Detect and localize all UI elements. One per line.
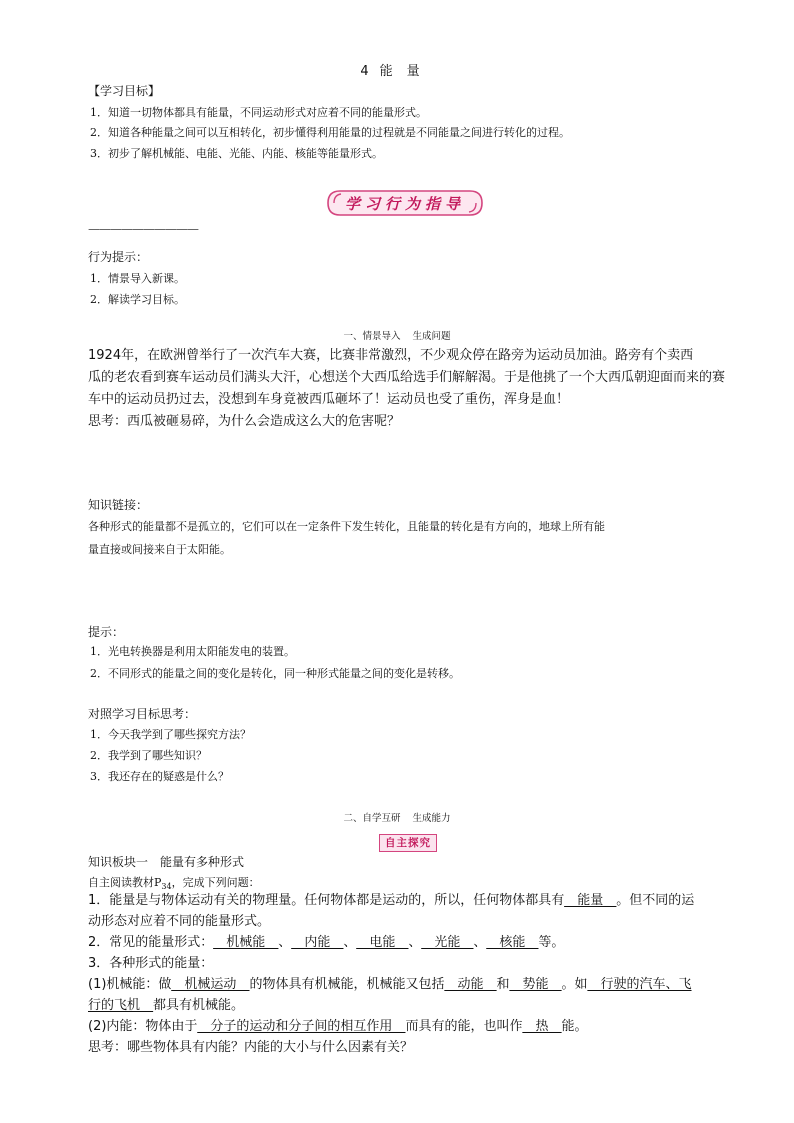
q1-line-1 <box>88 890 694 912</box>
section1-heading-b: 生成问题 <box>412 331 451 342</box>
block1-instruction <box>88 874 260 891</box>
q1-line-2: 动形态对应着不同的能量形式。 <box>88 914 271 929</box>
page-title <box>0 60 794 79</box>
block1-title: 知识板块一 能量有多种形式 <box>88 855 245 869</box>
int-text-c: 能。 <box>561 1019 588 1034</box>
title-word: 能量 <box>379 64 434 79</box>
mechanical-line-2 <box>88 995 244 1017</box>
q2-answer-5: __核能__ <box>486 935 539 950</box>
int-text-a: (2)内能：物体由于 <box>88 1019 198 1034</box>
q2-answer-3: __电能__ <box>356 935 409 950</box>
instruction-page-sub: 34 <box>161 882 172 892</box>
internal-energy-line <box>88 1016 587 1038</box>
q1-answer: __能量__ <box>564 893 617 908</box>
q2-sep-2: 、 <box>343 935 357 950</box>
behavior-item-2: 2．解读学习目标。 <box>90 293 185 306</box>
mechanical-line-1 <box>88 974 692 996</box>
banner-text: 学习行为指导 <box>344 195 465 213</box>
knowledge-link-line-1: 各种形式的能量都不是孤立的，它们可以在一定条件下发生转化，且能量的转化是有方向的，地球上所有能 <box>88 520 605 533</box>
knowledge-link-label: 知识链接： <box>88 498 149 512</box>
instruction-text: 自主阅读教材P <box>88 876 162 889</box>
reflection-item-2: 2．我学到了哪些知识？ <box>90 749 207 762</box>
mech-text-d: 。如 <box>561 977 588 992</box>
goal-item-2: 2．知道各种能量之间可以互相转化，初步懂得利用能量的过程就是不同能量之间进行转化的过程。 <box>90 126 570 139</box>
mech-answer-4b: 行的飞机__ <box>88 998 154 1013</box>
tip-item-2: 2．不同形式的能量之间的变化是转化，同一种形式能量之间的变化是转移。 <box>90 667 460 680</box>
goal-item-1: 1．知道一切物体都具有能量，不同运动形式对应着不同的能量形式。 <box>90 106 427 119</box>
mech-text-a: (1)机械能：做 <box>88 977 172 992</box>
mech-text-b: 的物体具有机械能，机械能又包括 <box>249 977 445 992</box>
behavior-label: 行为提示： <box>88 250 149 264</box>
q2-sep-3: 、 <box>408 935 422 950</box>
goals-label: 【学习目标】 <box>88 84 161 98</box>
learning-guide-banner <box>326 188 484 218</box>
q2-sep-1: 、 <box>278 935 292 950</box>
knowledge-link-line-2: 量直接或间接来自于太阳能。 <box>88 543 231 556</box>
title-number: 4 <box>360 64 370 79</box>
q3-label: 3．各种形式的能量： <box>88 956 214 971</box>
section1-heading-a: 一、情景导入 <box>343 331 401 342</box>
reflection-item-3: 3．我还存在的疑惑是什么？ <box>90 770 229 783</box>
int-answer-1: __分子的运动和分子间的相互作用__ <box>197 1019 406 1034</box>
q2-tail: 等。 <box>538 935 565 950</box>
q2-label: 2．常见的能量形式： <box>88 935 214 950</box>
mech-text-e: 都具有机械能。 <box>153 998 245 1013</box>
mech-answer-3: __势能__ <box>509 977 562 992</box>
q2-answer-2: __内能__ <box>291 935 344 950</box>
tip-item-1: 1．光电转换器是利用太阳能发电的装置。 <box>90 645 295 658</box>
self-explore-badge: 自主探究 <box>379 834 437 852</box>
divider-rule: —————————— <box>88 222 198 236</box>
mech-answer-1: __机械运动__ <box>171 977 250 992</box>
q2-answer-4: __光能__ <box>421 935 474 950</box>
q2-line <box>88 932 564 954</box>
q2-sep-4: 、 <box>473 935 487 950</box>
mech-text-c: 和 <box>496 977 510 992</box>
story-line-2: 瓜的老农看到赛车运动员们满头大汗，心想送个大西瓜给选手们解解渴。于是他挑了一个大西瓜朝迎面而来的赛 <box>88 370 726 385</box>
q1-text-b: 。但不同的运 <box>616 893 695 908</box>
reflection-item-1: 1．今天我学到了哪些探究方法？ <box>90 728 251 741</box>
int-text-b: 而具有的能，也叫作 <box>405 1019 523 1034</box>
section1-heading <box>0 328 794 342</box>
block1-think: 思考：哪些物体具有内能？内能的大小与什么因素有关？ <box>88 1040 414 1055</box>
q2-answer-1: __机械能__ <box>213 935 279 950</box>
section2-heading <box>0 810 794 824</box>
section2-heading-a: 二、自学互研 <box>343 813 401 824</box>
int-answer-2: __热__ <box>522 1019 562 1034</box>
mech-answer-2: __动能__ <box>444 977 497 992</box>
tips-label: 提示： <box>88 625 125 639</box>
goal-item-3: 3．初步了解机械能、电能、光能、内能、核能等能量形式。 <box>90 147 383 160</box>
q1-text-a: 1．能量是与物体运动有关的物理量。任何物体都是运动的，所以，任何物体都具有 <box>88 893 565 908</box>
instruction-tail: ，完成下列问题： <box>171 876 260 889</box>
mech-answer-4a: __行驶的汽车、飞 <box>587 977 692 992</box>
story-line-1: 1924年，在欧洲曾举行了一次汽车大赛，比赛非常激烈，不少观众停在路旁为运动员加油。路旁有个卖西 <box>88 348 694 363</box>
story-question: 思考：西瓜被砸易碎，为什么会造成这么大的危害呢？ <box>88 414 401 429</box>
story-line-3: 车中的运动员扔过去，没想到车身竟被西瓜砸坏了！运动员也受了重伤，浑身是血！ <box>88 392 570 407</box>
section2-heading-b: 生成能力 <box>412 813 451 824</box>
reflection-label: 对照学习目标思考： <box>88 707 197 721</box>
behavior-item-1: 1．情景导入新课。 <box>90 272 185 285</box>
